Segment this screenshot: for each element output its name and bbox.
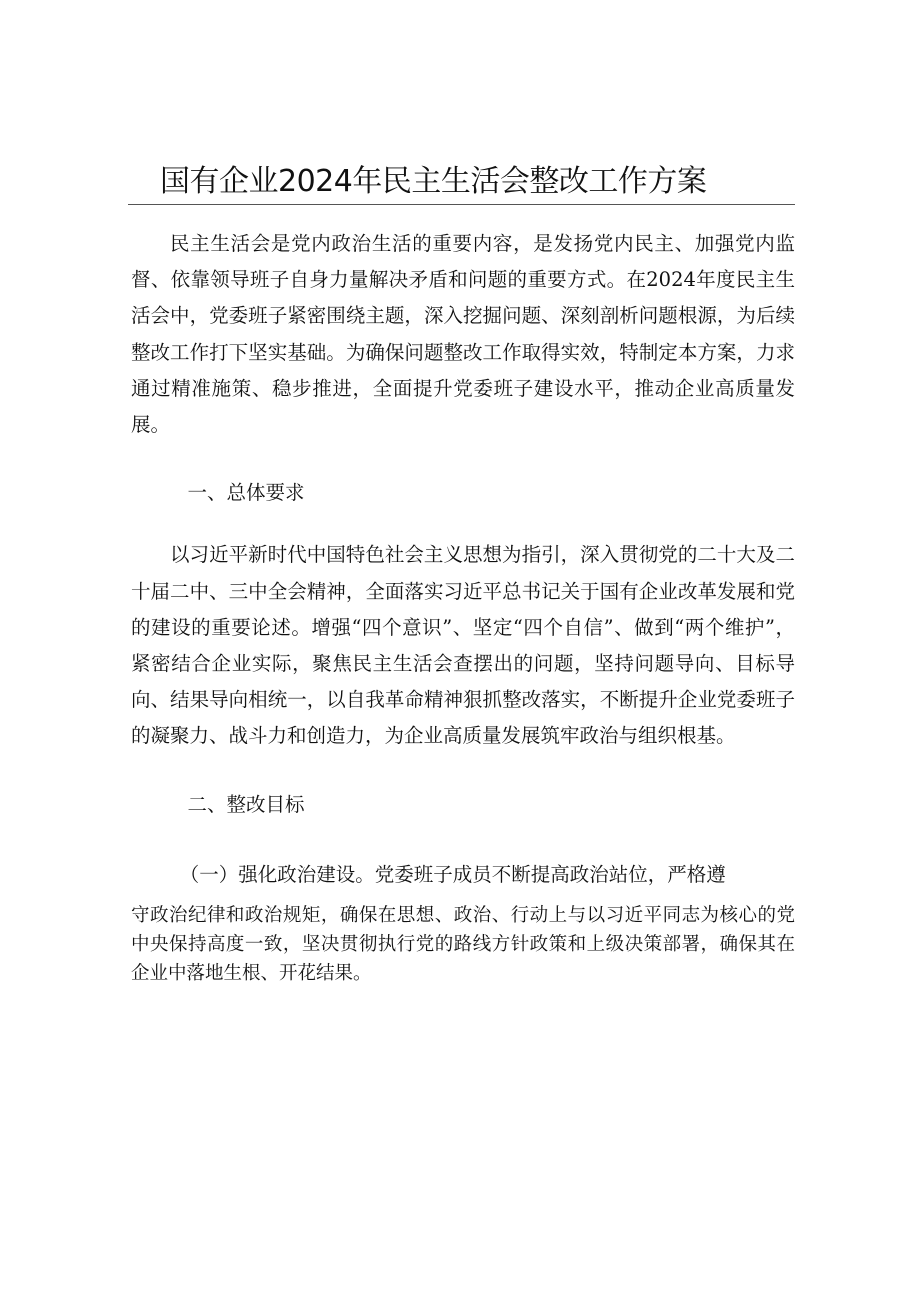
document-body — [131, 226, 795, 988]
title-underline — [128, 204, 795, 205]
goal-item-political-building — [131, 859, 795, 988]
goal-item-continuation: 守政治纪律和政治规矩，确保在思想、政治、行动上与以习近平同志为核心的党中央保持高度一致，坚决贯彻执行党的路线方针政策和上级决策部署，确保其在企业中落地生根、开花结果。 — [131, 904, 795, 984]
section-heading-rectification-goals: 二、整改目标 — [187, 792, 305, 816]
section-heading-general-requirements: 一、总体要求 — [187, 481, 305, 505]
intro-paragraph: 民主生活会是党内政治生活的重要内容，是发扬党内民主、加强党内监督、依靠领导班子自身力量解决矛盾和问题的重要方式。在2024年度民主生活会中，党委班子紧密围绕主题，深入挖掘问题、深刻剖析问题根源，为后续整改工作打下坚实基础。为确保问题整改工作取得实效，特制定本方案，力求通过精准施策、稳步推进，全面提升党委班子建设水平，推动企业高质量发展。 — [131, 232, 795, 437]
goal-item-first-line: （一）强化政治建设。党委班子成员不断提高政治站位，严格遵 — [179, 862, 726, 886]
document-title: 国有企业2024年民主生活会整改工作方案 — [160, 164, 707, 199]
general-requirements-paragraph: 以习近平新时代中国特色社会主义思想为指引，深入贯彻党的二十大及二十届二中、三中全会精神，全面落实习近平总书记关于国有企业改革发展和党的建设的重要论述。增强“四个意识”、坚定“四个自信”、做到“两个维护”，紧密结合企业实际，聚焦民主生活会查摆出的问题，坚持问题导向、目标导向、结果导向相统一，以自我革命精神狠抓整改落实，不断提升企业党委班子的凝聚力、战斗力和创造力，为企业高质量发展筑牢政治与组织根基。 — [131, 543, 795, 748]
